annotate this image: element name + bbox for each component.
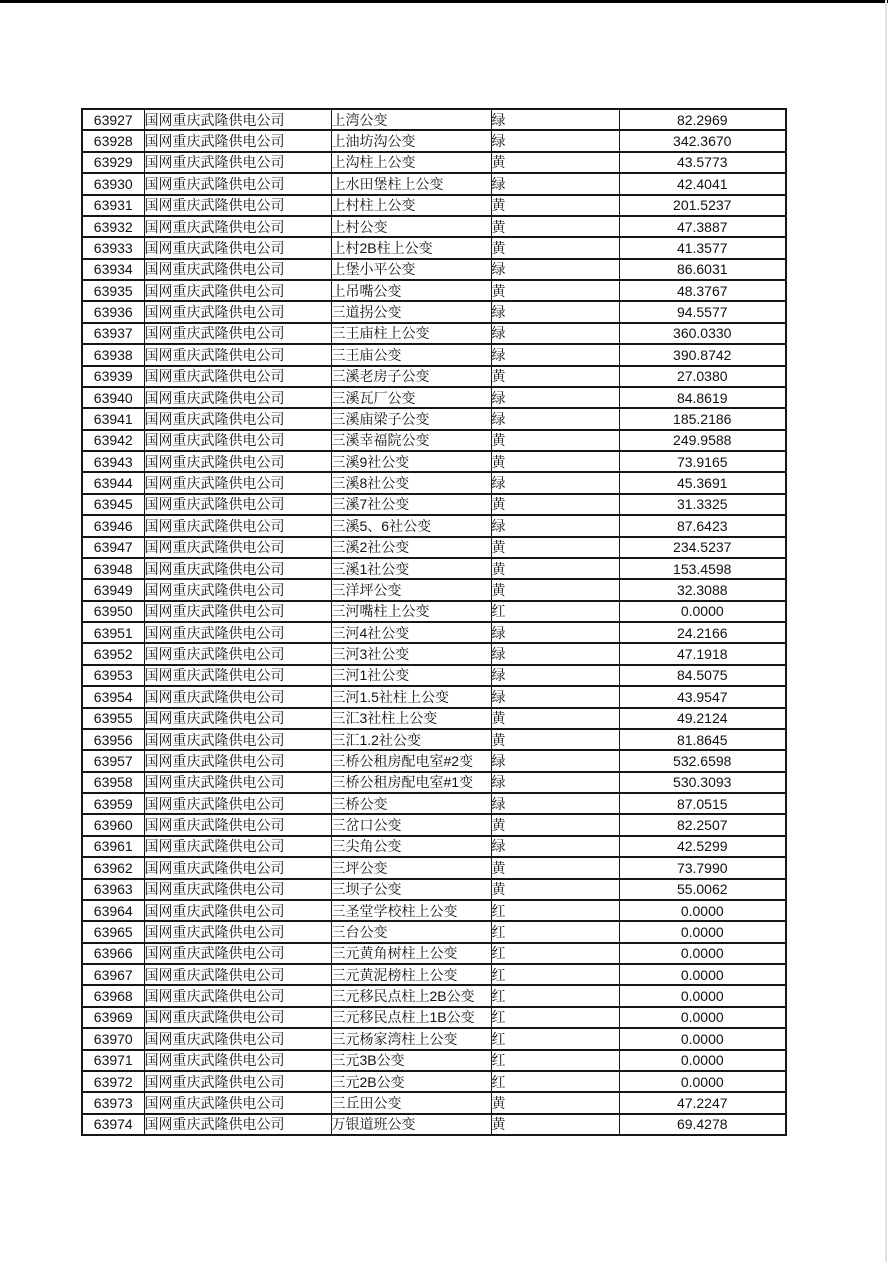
- cell-row-number: 63974: [82, 1114, 144, 1135]
- cell-company: 国网重庆武隆供电公司: [144, 665, 331, 686]
- cell-load-value: 86.6031: [619, 259, 786, 280]
- cell-company: 国网重庆武隆供电公司: [144, 964, 331, 985]
- cell-status: 黄: [491, 280, 619, 301]
- cell-company: 国网重庆武隆供电公司: [144, 515, 331, 536]
- cell-company: 国网重庆武隆供电公司: [144, 195, 331, 216]
- table-row: [82, 686, 786, 707]
- cell-row-number: 63932: [82, 216, 144, 237]
- table-row: [82, 408, 786, 429]
- cell-station-name: 三坝子公变: [331, 879, 491, 900]
- cell-company: 国网重庆武隆供电公司: [144, 579, 331, 600]
- table-body: [82, 109, 786, 1135]
- cell-load-value: 0.0000: [619, 1050, 786, 1071]
- cell-status: 绿: [491, 259, 619, 280]
- table-row: [82, 387, 786, 408]
- cell-load-value: 201.5237: [619, 195, 786, 216]
- cell-load-value: 153.4598: [619, 558, 786, 579]
- cell-row-number: 63948: [82, 558, 144, 579]
- cell-company: 国网重庆武隆供电公司: [144, 857, 331, 878]
- cell-station-name: 三元3B公变: [331, 1050, 491, 1071]
- cell-row-number: 63970: [82, 1028, 144, 1049]
- cell-company: 国网重庆武隆供电公司: [144, 430, 331, 451]
- table-row: [82, 985, 786, 1006]
- cell-company: 国网重庆武隆供电公司: [144, 451, 331, 472]
- cell-status: 黄: [491, 879, 619, 900]
- cell-status: 红: [491, 943, 619, 964]
- cell-load-value: 55.0062: [619, 879, 786, 900]
- cell-row-number: 63956: [82, 729, 144, 750]
- table-row: [82, 879, 786, 900]
- table-row: [82, 793, 786, 814]
- cell-row-number: 63944: [82, 472, 144, 493]
- cell-load-value: 0.0000: [619, 1007, 786, 1028]
- cell-company: 国网重庆武隆供电公司: [144, 985, 331, 1006]
- cell-station-name: 三溪7社公变: [331, 494, 491, 515]
- table-row: [82, 750, 786, 771]
- cell-row-number: 63960: [82, 814, 144, 835]
- table-row: [82, 1071, 786, 1092]
- cell-company: 国网重庆武隆供电公司: [144, 558, 331, 579]
- cell-company: 国网重庆武隆供电公司: [144, 152, 331, 173]
- cell-station-name: 三溪幸福院公变: [331, 430, 491, 451]
- cell-company: 国网重庆武隆供电公司: [144, 900, 331, 921]
- cell-load-value: 249.9588: [619, 430, 786, 451]
- cell-status: 绿: [491, 173, 619, 194]
- cell-company: 国网重庆武隆供电公司: [144, 408, 331, 429]
- cell-row-number: 63962: [82, 857, 144, 878]
- cell-load-value: 32.3088: [619, 579, 786, 600]
- cell-station-name: 三溪5、6社公变: [331, 515, 491, 536]
- cell-company: 国网重庆武隆供电公司: [144, 130, 331, 151]
- table-row: [82, 216, 786, 237]
- cell-company: 国网重庆武隆供电公司: [144, 472, 331, 493]
- cell-station-name: 三溪8社公变: [331, 472, 491, 493]
- cell-load-value: 82.2969: [619, 109, 786, 130]
- cell-load-value: 84.8619: [619, 387, 786, 408]
- cell-row-number: 63955: [82, 708, 144, 729]
- cell-load-value: 43.5773: [619, 152, 786, 173]
- substation-load-table: [81, 108, 787, 1136]
- cell-load-value: 49.2124: [619, 708, 786, 729]
- cell-row-number: 63938: [82, 344, 144, 365]
- cell-load-value: 87.0515: [619, 793, 786, 814]
- cell-status: 黄: [491, 558, 619, 579]
- cell-status: 红: [491, 900, 619, 921]
- table-row: [82, 451, 786, 472]
- cell-station-name: 三汇1.2社公变: [331, 729, 491, 750]
- cell-row-number: 63942: [82, 430, 144, 451]
- cell-station-name: 三溪老房子公变: [331, 366, 491, 387]
- table-row: [82, 494, 786, 515]
- cell-load-value: 185.2186: [619, 408, 786, 429]
- cell-status: 红: [491, 1071, 619, 1092]
- cell-load-value: 234.5237: [619, 537, 786, 558]
- cell-load-value: 530.3093: [619, 772, 786, 793]
- cell-status: 绿: [491, 130, 619, 151]
- cell-station-name: 上村公变: [331, 216, 491, 237]
- cell-status: 绿: [491, 836, 619, 857]
- cell-load-value: 390.8742: [619, 344, 786, 365]
- cell-station-name: 上村柱上公变: [331, 195, 491, 216]
- cell-status: 黄: [491, 537, 619, 558]
- cell-load-value: 48.3767: [619, 280, 786, 301]
- cell-load-value: 69.4278: [619, 1114, 786, 1135]
- cell-station-name: 三溪9社公变: [331, 451, 491, 472]
- cell-station-name: 三溪2社公变: [331, 537, 491, 558]
- cell-station-name: 三河1.5社柱上公变: [331, 686, 491, 707]
- cell-station-name: 万银道班公变: [331, 1114, 491, 1135]
- cell-status: 红: [491, 601, 619, 622]
- cell-company: 国网重庆武隆供电公司: [144, 708, 331, 729]
- cell-status: 绿: [491, 515, 619, 536]
- page-right-edge-shadow: [885, 0, 887, 1262]
- cell-company: 国网重庆武隆供电公司: [144, 643, 331, 664]
- table-row: [82, 1028, 786, 1049]
- cell-station-name: 上吊嘴公变: [331, 280, 491, 301]
- cell-load-value: 73.9165: [619, 451, 786, 472]
- cell-station-name: 三元移民点柱上2B公变: [331, 985, 491, 1006]
- table-row: [82, 515, 786, 536]
- cell-row-number: 63963: [82, 879, 144, 900]
- cell-load-value: 47.2247: [619, 1092, 786, 1113]
- cell-company: 国网重庆武隆供电公司: [144, 836, 331, 857]
- table-row: [82, 537, 786, 558]
- table-row: [82, 836, 786, 857]
- cell-load-value: 43.9547: [619, 686, 786, 707]
- table-row: [82, 900, 786, 921]
- cell-status: 绿: [491, 344, 619, 365]
- cell-row-number: 63964: [82, 900, 144, 921]
- table-row: [82, 708, 786, 729]
- cell-status: 绿: [491, 472, 619, 493]
- cell-station-name: 三台公变: [331, 921, 491, 942]
- cell-company: 国网重庆武隆供电公司: [144, 344, 331, 365]
- cell-status: 黄: [491, 708, 619, 729]
- table-row: [82, 643, 786, 664]
- table-row: [82, 280, 786, 301]
- cell-row-number: 63972: [82, 1071, 144, 1092]
- cell-row-number: 63928: [82, 130, 144, 151]
- cell-status: 黄: [491, 216, 619, 237]
- cell-status: 绿: [491, 387, 619, 408]
- cell-status: 黄: [491, 857, 619, 878]
- cell-station-name: 上村2B柱上公变: [331, 237, 491, 258]
- cell-company: 国网重庆武隆供电公司: [144, 879, 331, 900]
- cell-status: 黄: [491, 494, 619, 515]
- cell-row-number: 63952: [82, 643, 144, 664]
- table-row: [82, 301, 786, 322]
- cell-load-value: 532.6598: [619, 750, 786, 771]
- cell-station-name: 上水田堡柱上公变: [331, 173, 491, 194]
- cell-row-number: 63935: [82, 280, 144, 301]
- cell-status: 绿: [491, 665, 619, 686]
- cell-status: 红: [491, 1007, 619, 1028]
- cell-station-name: 三坪公变: [331, 857, 491, 878]
- cell-row-number: 63961: [82, 836, 144, 857]
- table-row: [82, 943, 786, 964]
- cell-company: 国网重庆武隆供电公司: [144, 173, 331, 194]
- cell-station-name: 三溪庙梁子公变: [331, 408, 491, 429]
- cell-station-name: 上湾公变: [331, 109, 491, 130]
- table-row: [82, 1050, 786, 1071]
- cell-row-number: 63954: [82, 686, 144, 707]
- table-row: [82, 558, 786, 579]
- cell-company: 国网重庆武隆供电公司: [144, 1114, 331, 1135]
- cell-company: 国网重庆武隆供电公司: [144, 1007, 331, 1028]
- cell-station-name: 三道拐公变: [331, 301, 491, 322]
- cell-company: 国网重庆武隆供电公司: [144, 772, 331, 793]
- cell-load-value: 27.0380: [619, 366, 786, 387]
- cell-company: 国网重庆武隆供电公司: [144, 237, 331, 258]
- cell-row-number: 63971: [82, 1050, 144, 1071]
- cell-row-number: 63929: [82, 152, 144, 173]
- table-row: [82, 323, 786, 344]
- table-row: [82, 1092, 786, 1113]
- cell-status: 黄: [491, 195, 619, 216]
- table-row: [82, 772, 786, 793]
- cell-station-name: 三王庙柱上公变: [331, 323, 491, 344]
- cell-load-value: 94.5577: [619, 301, 786, 322]
- cell-load-value: 87.6423: [619, 515, 786, 536]
- cell-load-value: 0.0000: [619, 943, 786, 964]
- table-row: [82, 665, 786, 686]
- cell-row-number: 63945: [82, 494, 144, 515]
- cell-company: 国网重庆武隆供电公司: [144, 750, 331, 771]
- table-row: [82, 964, 786, 985]
- cell-company: 国网重庆武隆供电公司: [144, 1092, 331, 1113]
- cell-station-name: 上沟柱上公变: [331, 152, 491, 173]
- cell-row-number: 63930: [82, 173, 144, 194]
- cell-load-value: 0.0000: [619, 601, 786, 622]
- cell-station-name: 三元黄角树柱上公变: [331, 943, 491, 964]
- cell-status: 绿: [491, 750, 619, 771]
- cell-station-name: 三溪瓦厂公变: [331, 387, 491, 408]
- cell-station-name: 三溪1社公变: [331, 558, 491, 579]
- table-row: [82, 366, 786, 387]
- table-row: [82, 472, 786, 493]
- cell-load-value: 342.3670: [619, 130, 786, 151]
- cell-row-number: 63968: [82, 985, 144, 1006]
- cell-status: 黄: [491, 152, 619, 173]
- cell-station-name: 三河3社公变: [331, 643, 491, 664]
- cell-load-value: 42.4041: [619, 173, 786, 194]
- table-row: [82, 601, 786, 622]
- table-row: [82, 622, 786, 643]
- cell-station-name: 三丘田公变: [331, 1092, 491, 1113]
- cell-row-number: 63933: [82, 237, 144, 258]
- cell-row-number: 63940: [82, 387, 144, 408]
- cell-status: 红: [491, 964, 619, 985]
- cell-load-value: 81.8645: [619, 729, 786, 750]
- cell-status: 黄: [491, 579, 619, 600]
- cell-row-number: 63931: [82, 195, 144, 216]
- cell-status: 黄: [491, 451, 619, 472]
- cell-station-name: 三桥公租房配电室#2变: [331, 750, 491, 771]
- cell-status: 绿: [491, 643, 619, 664]
- cell-company: 国网重庆武隆供电公司: [144, 301, 331, 322]
- table-row: [82, 344, 786, 365]
- cell-company: 国网重庆武隆供电公司: [144, 1028, 331, 1049]
- cell-status: 绿: [491, 109, 619, 130]
- cell-row-number: 63966: [82, 943, 144, 964]
- cell-status: 黄: [491, 729, 619, 750]
- table-row: [82, 152, 786, 173]
- cell-status: 红: [491, 921, 619, 942]
- cell-station-name: 三圣堂学校柱上公变: [331, 900, 491, 921]
- cell-company: 国网重庆武隆供电公司: [144, 921, 331, 942]
- cell-load-value: 0.0000: [619, 921, 786, 942]
- cell-load-value: 0.0000: [619, 964, 786, 985]
- cell-status: 黄: [491, 814, 619, 835]
- table-row: [82, 130, 786, 151]
- cell-status: 绿: [491, 622, 619, 643]
- cell-status: 绿: [491, 686, 619, 707]
- cell-status: 绿: [491, 408, 619, 429]
- cell-status: 黄: [491, 1114, 619, 1135]
- cell-row-number: 63951: [82, 622, 144, 643]
- table-row: [82, 729, 786, 750]
- cell-station-name: 三元2B公变: [331, 1071, 491, 1092]
- table-row: [82, 579, 786, 600]
- cell-station-name: 三桥公变: [331, 793, 491, 814]
- cell-company: 国网重庆武隆供电公司: [144, 686, 331, 707]
- cell-status: 黄: [491, 366, 619, 387]
- cell-company: 国网重庆武隆供电公司: [144, 494, 331, 515]
- table-row: [82, 109, 786, 130]
- cell-load-value: 24.2166: [619, 622, 786, 643]
- cell-status: 红: [491, 985, 619, 1006]
- cell-company: 国网重庆武隆供电公司: [144, 943, 331, 964]
- cell-company: 国网重庆武隆供电公司: [144, 793, 331, 814]
- cell-station-name: 上油坊沟公变: [331, 130, 491, 151]
- cell-company: 国网重庆武隆供电公司: [144, 387, 331, 408]
- cell-company: 国网重庆武隆供电公司: [144, 109, 331, 130]
- table-row: [82, 814, 786, 835]
- cell-company: 国网重庆武隆供电公司: [144, 1050, 331, 1071]
- cell-row-number: 63946: [82, 515, 144, 536]
- table-row: [82, 195, 786, 216]
- cell-row-number: 63957: [82, 750, 144, 771]
- table-row: [82, 1007, 786, 1028]
- cell-company: 国网重庆武隆供电公司: [144, 1071, 331, 1092]
- cell-station-name: 三河4社公变: [331, 622, 491, 643]
- cell-company: 国网重庆武隆供电公司: [144, 814, 331, 835]
- cell-company: 国网重庆武隆供电公司: [144, 323, 331, 344]
- cell-station-name: 三岔口公变: [331, 814, 491, 835]
- table-row: [82, 430, 786, 451]
- cell-row-number: 63965: [82, 921, 144, 942]
- cell-station-name: 三元杨家湾柱上公变: [331, 1028, 491, 1049]
- cell-station-name: 三桥公租房配电室#1变: [331, 772, 491, 793]
- cell-company: 国网重庆武隆供电公司: [144, 601, 331, 622]
- cell-station-name: 三元移民点柱上1B公变: [331, 1007, 491, 1028]
- cell-row-number: 63934: [82, 259, 144, 280]
- cell-row-number: 63937: [82, 323, 144, 344]
- cell-row-number: 63958: [82, 772, 144, 793]
- cell-station-name: 三尖角公变: [331, 836, 491, 857]
- cell-load-value: 45.3691: [619, 472, 786, 493]
- cell-company: 国网重庆武隆供电公司: [144, 366, 331, 387]
- cell-company: 国网重庆武隆供电公司: [144, 537, 331, 558]
- table-row: [82, 1114, 786, 1135]
- cell-station-name: 三汇3社柱上公变: [331, 708, 491, 729]
- cell-status: 黄: [491, 237, 619, 258]
- cell-load-value: 360.0330: [619, 323, 786, 344]
- cell-company: 国网重庆武隆供电公司: [144, 622, 331, 643]
- table-row: [82, 259, 786, 280]
- cell-row-number: 63969: [82, 1007, 144, 1028]
- cell-company: 国网重庆武隆供电公司: [144, 729, 331, 750]
- cell-status: 黄: [491, 430, 619, 451]
- cell-status: 黄: [491, 1092, 619, 1113]
- cell-row-number: 63939: [82, 366, 144, 387]
- cell-load-value: 0.0000: [619, 1071, 786, 1092]
- cell-row-number: 63941: [82, 408, 144, 429]
- cell-station-name: 三河1社公变: [331, 665, 491, 686]
- cell-load-value: 73.7990: [619, 857, 786, 878]
- cell-status: 红: [491, 1028, 619, 1049]
- cell-company: 国网重庆武隆供电公司: [144, 280, 331, 301]
- cell-load-value: 42.5299: [619, 836, 786, 857]
- cell-row-number: 63947: [82, 537, 144, 558]
- table-row: [82, 237, 786, 258]
- cell-status: 红: [491, 1050, 619, 1071]
- cell-status: 绿: [491, 323, 619, 344]
- cell-load-value: 84.5075: [619, 665, 786, 686]
- cell-load-value: 41.3577: [619, 237, 786, 258]
- cell-station-name: 三洋坪公变: [331, 579, 491, 600]
- cell-row-number: 63949: [82, 579, 144, 600]
- cell-row-number: 63967: [82, 964, 144, 985]
- cell-load-value: 82.2507: [619, 814, 786, 835]
- page-top-rule: [0, 0, 888, 3]
- cell-company: 国网重庆武隆供电公司: [144, 259, 331, 280]
- cell-status: 绿: [491, 793, 619, 814]
- cell-load-value: 31.3325: [619, 494, 786, 515]
- cell-load-value: 47.3887: [619, 216, 786, 237]
- cell-company: 国网重庆武隆供电公司: [144, 216, 331, 237]
- cell-status: 绿: [491, 301, 619, 322]
- cell-station-name: 三河嘴柱上公变: [331, 601, 491, 622]
- table-row: [82, 173, 786, 194]
- cell-row-number: 63973: [82, 1092, 144, 1113]
- cell-row-number: 63950: [82, 601, 144, 622]
- cell-station-name: 上堡小平公变: [331, 259, 491, 280]
- cell-load-value: 0.0000: [619, 1028, 786, 1049]
- cell-station-name: 三王庙公变: [331, 344, 491, 365]
- cell-load-value: 0.0000: [619, 985, 786, 1006]
- cell-row-number: 63959: [82, 793, 144, 814]
- cell-row-number: 63953: [82, 665, 144, 686]
- cell-load-value: 0.0000: [619, 900, 786, 921]
- cell-row-number: 63943: [82, 451, 144, 472]
- cell-status: 绿: [491, 772, 619, 793]
- table-row: [82, 857, 786, 878]
- cell-load-value: 47.1918: [619, 643, 786, 664]
- cell-row-number: 63936: [82, 301, 144, 322]
- table-row: [82, 921, 786, 942]
- cell-station-name: 三元黄泥榜柱上公变: [331, 964, 491, 985]
- cell-row-number: 63927: [82, 109, 144, 130]
